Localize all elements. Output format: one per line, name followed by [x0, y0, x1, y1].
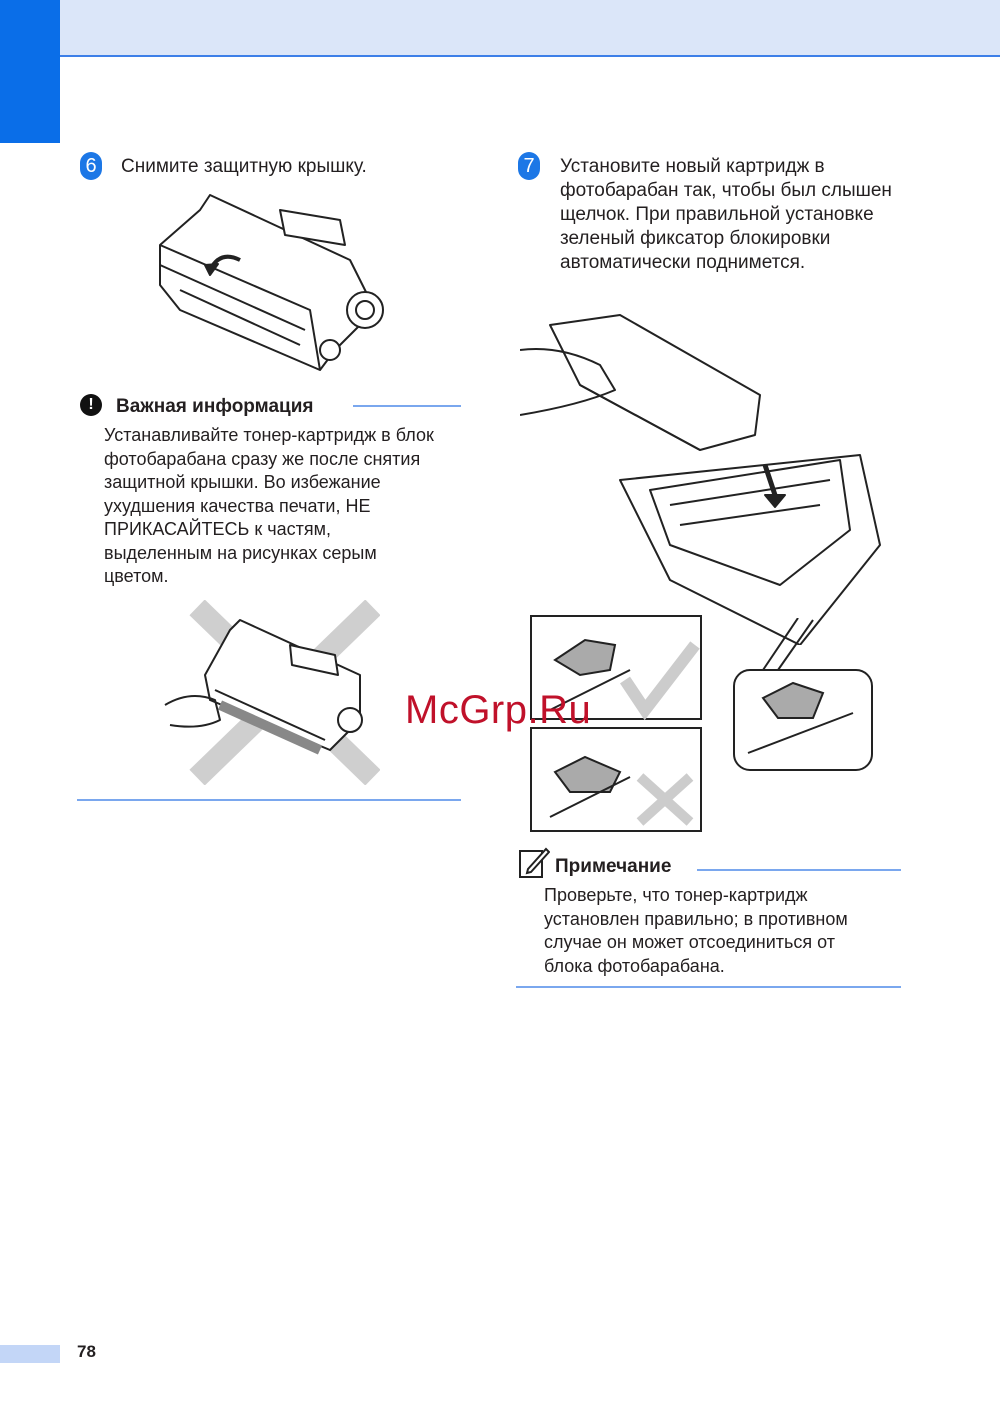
lever-down-wrong-inset [530, 727, 702, 832]
important-title: Важная информация [116, 396, 314, 417]
page-header-band [0, 0, 1000, 57]
step-6-text: Снимите защитную крышку. [121, 156, 367, 177]
watermark: McGrp.Ru [405, 688, 592, 732]
step-7-line: автоматически поднимется. [560, 252, 806, 273]
important-line: цветом. [104, 566, 169, 586]
do-not-touch-illustration [160, 600, 380, 785]
step-7-line: щелчок. При правильной установке [560, 204, 874, 225]
page-number: 78 [77, 1342, 96, 1361]
important-line: ухудшения качества печати, НЕ [104, 495, 371, 516]
important-line: фотобарабана сразу же после снятия [104, 448, 421, 469]
step-7-text [560, 155, 892, 275]
exclamation-icon: ! [80, 394, 102, 416]
install-cartridge-illustration [520, 305, 890, 645]
page-number-tab [0, 1345, 60, 1363]
chapter-tab [0, 0, 60, 143]
note-pencil-icon [518, 845, 550, 879]
remove-cover-illustration [150, 190, 390, 375]
note-line: установлен правильно; в противном [544, 908, 848, 929]
important-line: ПРИКАСАЙТЕСЬ к частям, [104, 519, 331, 539]
important-end-rule [77, 799, 461, 801]
note-line: блока фотобарабана. [544, 955, 725, 976]
step-6-badge: 6 [80, 152, 102, 180]
important-line: защитной крышки. Во избежание [104, 472, 381, 492]
step-7-badge: 7 [518, 152, 540, 180]
important-title-rule [353, 405, 461, 407]
note-title: Примечание [555, 856, 672, 877]
step-7-line: Установите новый картридж в [560, 156, 825, 177]
step-7-line: фотобарабан так, чтобы был слышен [560, 180, 892, 201]
note-line: Проверьте, что тонер-картридж [544, 885, 808, 905]
note-body [544, 884, 848, 978]
important-body [104, 424, 434, 589]
lever-zoom-inset [733, 618, 875, 773]
note-line: случае он может отсоединиться от [544, 932, 836, 952]
important-line: выделенным на рисунках серым [104, 542, 377, 563]
important-line: Устанавливайте тонер-картридж в блок [104, 425, 434, 445]
note-title-rule [697, 869, 901, 871]
step-7-line: зеленый фиксатор блокировки [560, 228, 831, 249]
note-end-rule [516, 986, 901, 988]
